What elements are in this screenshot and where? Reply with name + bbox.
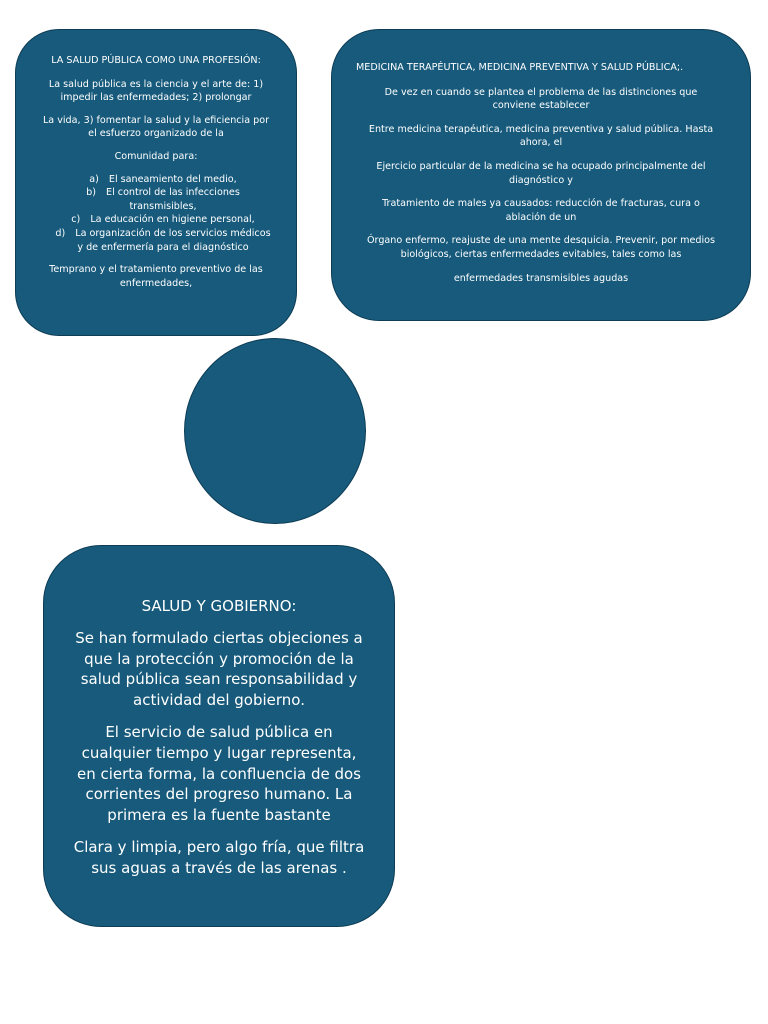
- box2-paragraph-6: enfermedades transmisibles agudas: [453, 272, 629, 284]
- box2-paragraph-4: Tratamiento de males ya causados: reducción de fracturas, cura o ablación de un: [382, 198, 700, 223]
- box2-paragraph-3: Ejercicio particular de la medicina se ha ocupado principalmente del diagnóstico y: [376, 160, 706, 186]
- list-item: [52, 227, 274, 254]
- list-item-text: El control de las infecciones transmisibles,: [106, 187, 240, 212]
- box-medicina-terapeutica-preventiva: [331, 29, 751, 321]
- box1-title: LA SALUD PÚBLICA COMO UNA PROFESIÓN:: [51, 55, 261, 66]
- list-item: [52, 186, 274, 213]
- box2-paragraph-2: Entre medicina terapéutica, medicina preventiva y salud pública. Hasta ahora, el: [368, 123, 714, 149]
- list-item: [52, 213, 274, 227]
- box3-paragraph-1: Se han formulado ciertas objeciones a que la protección y promoción de la salud pública sean responsabilidad y actividad del gobierno.: [75, 628, 363, 710]
- box1-paragraph-1: La salud pública es la ciencia y el arte de: 1) impedir las enfermedades; 2) prolongar: [48, 78, 264, 104]
- list-item-text: El saneamiento del medio,: [108, 173, 237, 185]
- box2-title: MEDICINA TERAPÉUTICA, MEDICINA PREVENTIVA Y SALUD PÚBLICA;.: [356, 62, 684, 73]
- list-item-text: La educación en higiene personal,: [90, 214, 255, 226]
- box3-title: SALUD Y GOBIERNO:: [141, 597, 297, 615]
- box1-paragraph-2: La vida, 3) fomentar la salud y la eficiencia por el esfuerzo organizado de la: [42, 114, 270, 140]
- list-item-marker: b): [86, 187, 97, 199]
- list-item: [52, 173, 274, 187]
- box2-paragraph-5: Órgano enfermo, reajuste de una mente desquicia. Prevenir, por medios biológicos, ciertas enfermedades evitables, tales como las: [367, 235, 715, 260]
- box3-paragraph-3: Clara y limpia, pero algo fría, que filtra sus aguas a través de las arenas .: [73, 837, 365, 877]
- list-item-marker: d): [55, 227, 66, 239]
- list-item-marker: a): [89, 173, 99, 185]
- box1-paragraph-4: Temprano y el tratamiento preventivo de las enfermedades,: [49, 264, 263, 289]
- list-item-text: La organización de los servicios médicos y de enfermería para el diagnóstico: [75, 227, 271, 253]
- box3-paragraph-2: El servicio de salud pública en cualquier tiempo y lugar representa, en cierta forma, la confluencia de dos corrientes del progreso humano. La primera es la fuente bastante: [76, 722, 361, 825]
- box2-paragraph-1: De vez en cuando se plantea el problema de las distinciones que conviene establecer: [384, 86, 698, 112]
- box-salud-publica-profesion: [15, 29, 297, 336]
- box1-paragraph-3: Comunidad para:: [114, 150, 198, 162]
- box-salud-y-gobierno: [43, 545, 395, 927]
- center-circle: [184, 338, 366, 524]
- box1-list: [38, 173, 274, 255]
- list-item-marker: c): [71, 214, 81, 226]
